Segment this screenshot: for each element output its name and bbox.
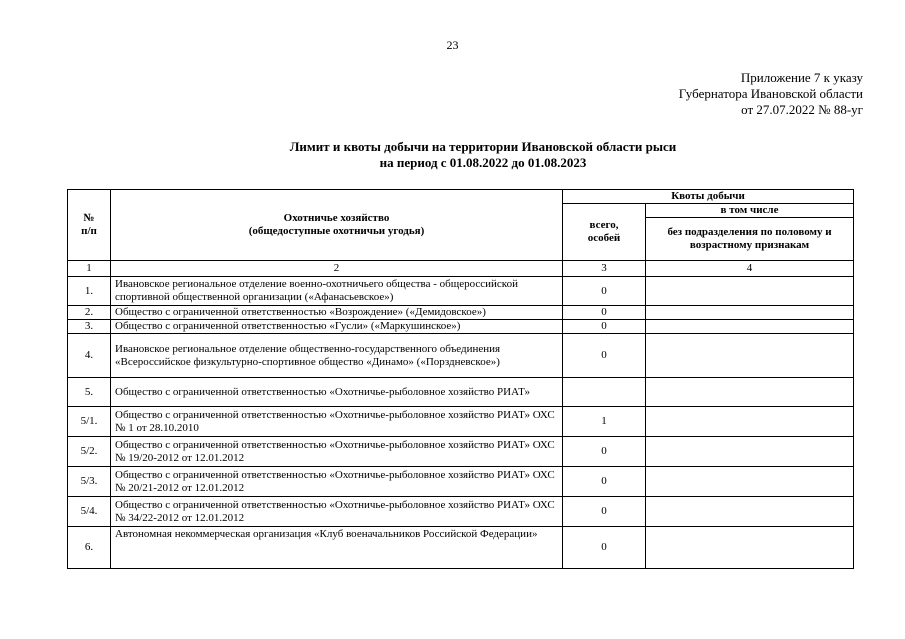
row-num: 1.	[68, 277, 111, 306]
row-num: 4.	[68, 334, 111, 378]
row-name: Автономная некоммерческая организация «Клуб военачальников Российской Федерации»	[111, 527, 563, 569]
row-name: Общество с ограниченной ответственностью «Охотничье-рыболовное хозяйство РИАТ» ОХС № 20/21-2012 от 12.01.2012	[111, 467, 563, 497]
row-total: 1	[563, 407, 646, 437]
appendix-line-1: Приложение 7 к указу	[740, 70, 863, 85]
row-total: 0	[563, 527, 646, 569]
row-total: 0	[563, 306, 646, 320]
row-name: Общество с ограниченной ответственностью «Охотничье-рыболовное хозяйство РИАТ» ОХС № 1 от 28.10.2010	[111, 407, 563, 437]
row-total: 0	[563, 320, 646, 334]
col-number-3: 3	[563, 261, 646, 277]
appendix-note	[679, 70, 863, 118]
header-farm: Охотничье хозяйство (общедоступные охотничьи угодья)	[111, 190, 563, 261]
header-quotas: Квоты добычи	[563, 190, 854, 204]
row-total	[563, 378, 646, 407]
row-name: Общество с ограниченной ответственностью «Гусли» («Маркушинское»)	[111, 320, 563, 334]
header-num: № п/п	[68, 190, 111, 261]
table-row	[68, 334, 854, 378]
table-row	[68, 497, 854, 527]
row-no-division	[646, 306, 854, 320]
row-num: 3.	[68, 320, 111, 334]
row-num: 5/3.	[68, 467, 111, 497]
col-number-1: 1	[68, 261, 111, 277]
row-num: 5/1.	[68, 407, 111, 437]
row-total: 0	[563, 497, 646, 527]
row-num: 5/2.	[68, 437, 111, 467]
table-row	[68, 467, 854, 497]
table-row	[68, 320, 854, 334]
col-number-2: 2	[111, 261, 563, 277]
row-name: Общество с ограниченной ответственностью «Охотничье-рыболовное хозяйство РИАТ» ОХС № 34/22-2012 от 12.01.2012	[111, 497, 563, 527]
row-no-division	[646, 437, 854, 467]
row-num: 5/4.	[68, 497, 111, 527]
row-total: 0	[563, 277, 646, 306]
row-name: Общество с ограниченной ответственностью «Охотничье-рыболовное хозяйство РИАТ»	[111, 378, 563, 407]
row-total: 0	[563, 467, 646, 497]
table-row	[68, 407, 854, 437]
row-no-division	[646, 277, 854, 306]
row-no-division	[646, 527, 854, 569]
header-including: в том числе	[646, 204, 854, 218]
row-no-division	[646, 407, 854, 437]
header-no-division: без подразделения по половому и возрастному признакам	[646, 218, 854, 261]
row-no-division	[646, 378, 854, 407]
row-name: Ивановское региональное отделение общественно-государственного объединения «Всероссийское физкультурно-спортивное общество «Динамо» («Порздневское»)	[111, 334, 563, 378]
table-row	[68, 437, 854, 467]
appendix-line-3: от 27.07.2022 № 88-уг	[741, 102, 863, 117]
row-total: 0	[563, 334, 646, 378]
row-no-division	[646, 497, 854, 527]
document-title	[0, 139, 905, 171]
row-num: 6.	[68, 527, 111, 569]
quota-table	[67, 189, 854, 569]
row-no-division	[646, 334, 854, 378]
row-no-division	[646, 467, 854, 497]
row-num: 5.	[68, 378, 111, 407]
appendix-line-2: Губернатора Ивановской области	[678, 86, 863, 101]
row-name: Ивановское региональное отделение военно-охотничьего общества - общероссийской спортивной общественной организации («Афанасьевское»)	[111, 277, 563, 306]
table-row	[68, 306, 854, 320]
row-total: 0	[563, 437, 646, 467]
table-row	[68, 378, 854, 407]
title-line-1: Лимит и квоты добычи на территории Ивановской области рыси	[289, 139, 677, 154]
header-total: всего, особей	[563, 204, 646, 261]
table-row	[68, 527, 854, 569]
row-name: Общество с ограниченной ответственностью «Возрождение» («Демидовское»)	[111, 306, 563, 320]
row-num: 2.	[68, 306, 111, 320]
title-line-2: на период с 01.08.2022 до 01.08.2023	[379, 155, 587, 170]
table-row	[68, 277, 854, 306]
row-no-division	[646, 320, 854, 334]
col-number-4: 4	[646, 261, 854, 277]
page-number: 23	[446, 38, 459, 52]
row-name: Общество с ограниченной ответственностью «Охотничье-рыболовное хозяйство РИАТ» ОХС № 19/20-2012 от 12.01.2012	[111, 437, 563, 467]
